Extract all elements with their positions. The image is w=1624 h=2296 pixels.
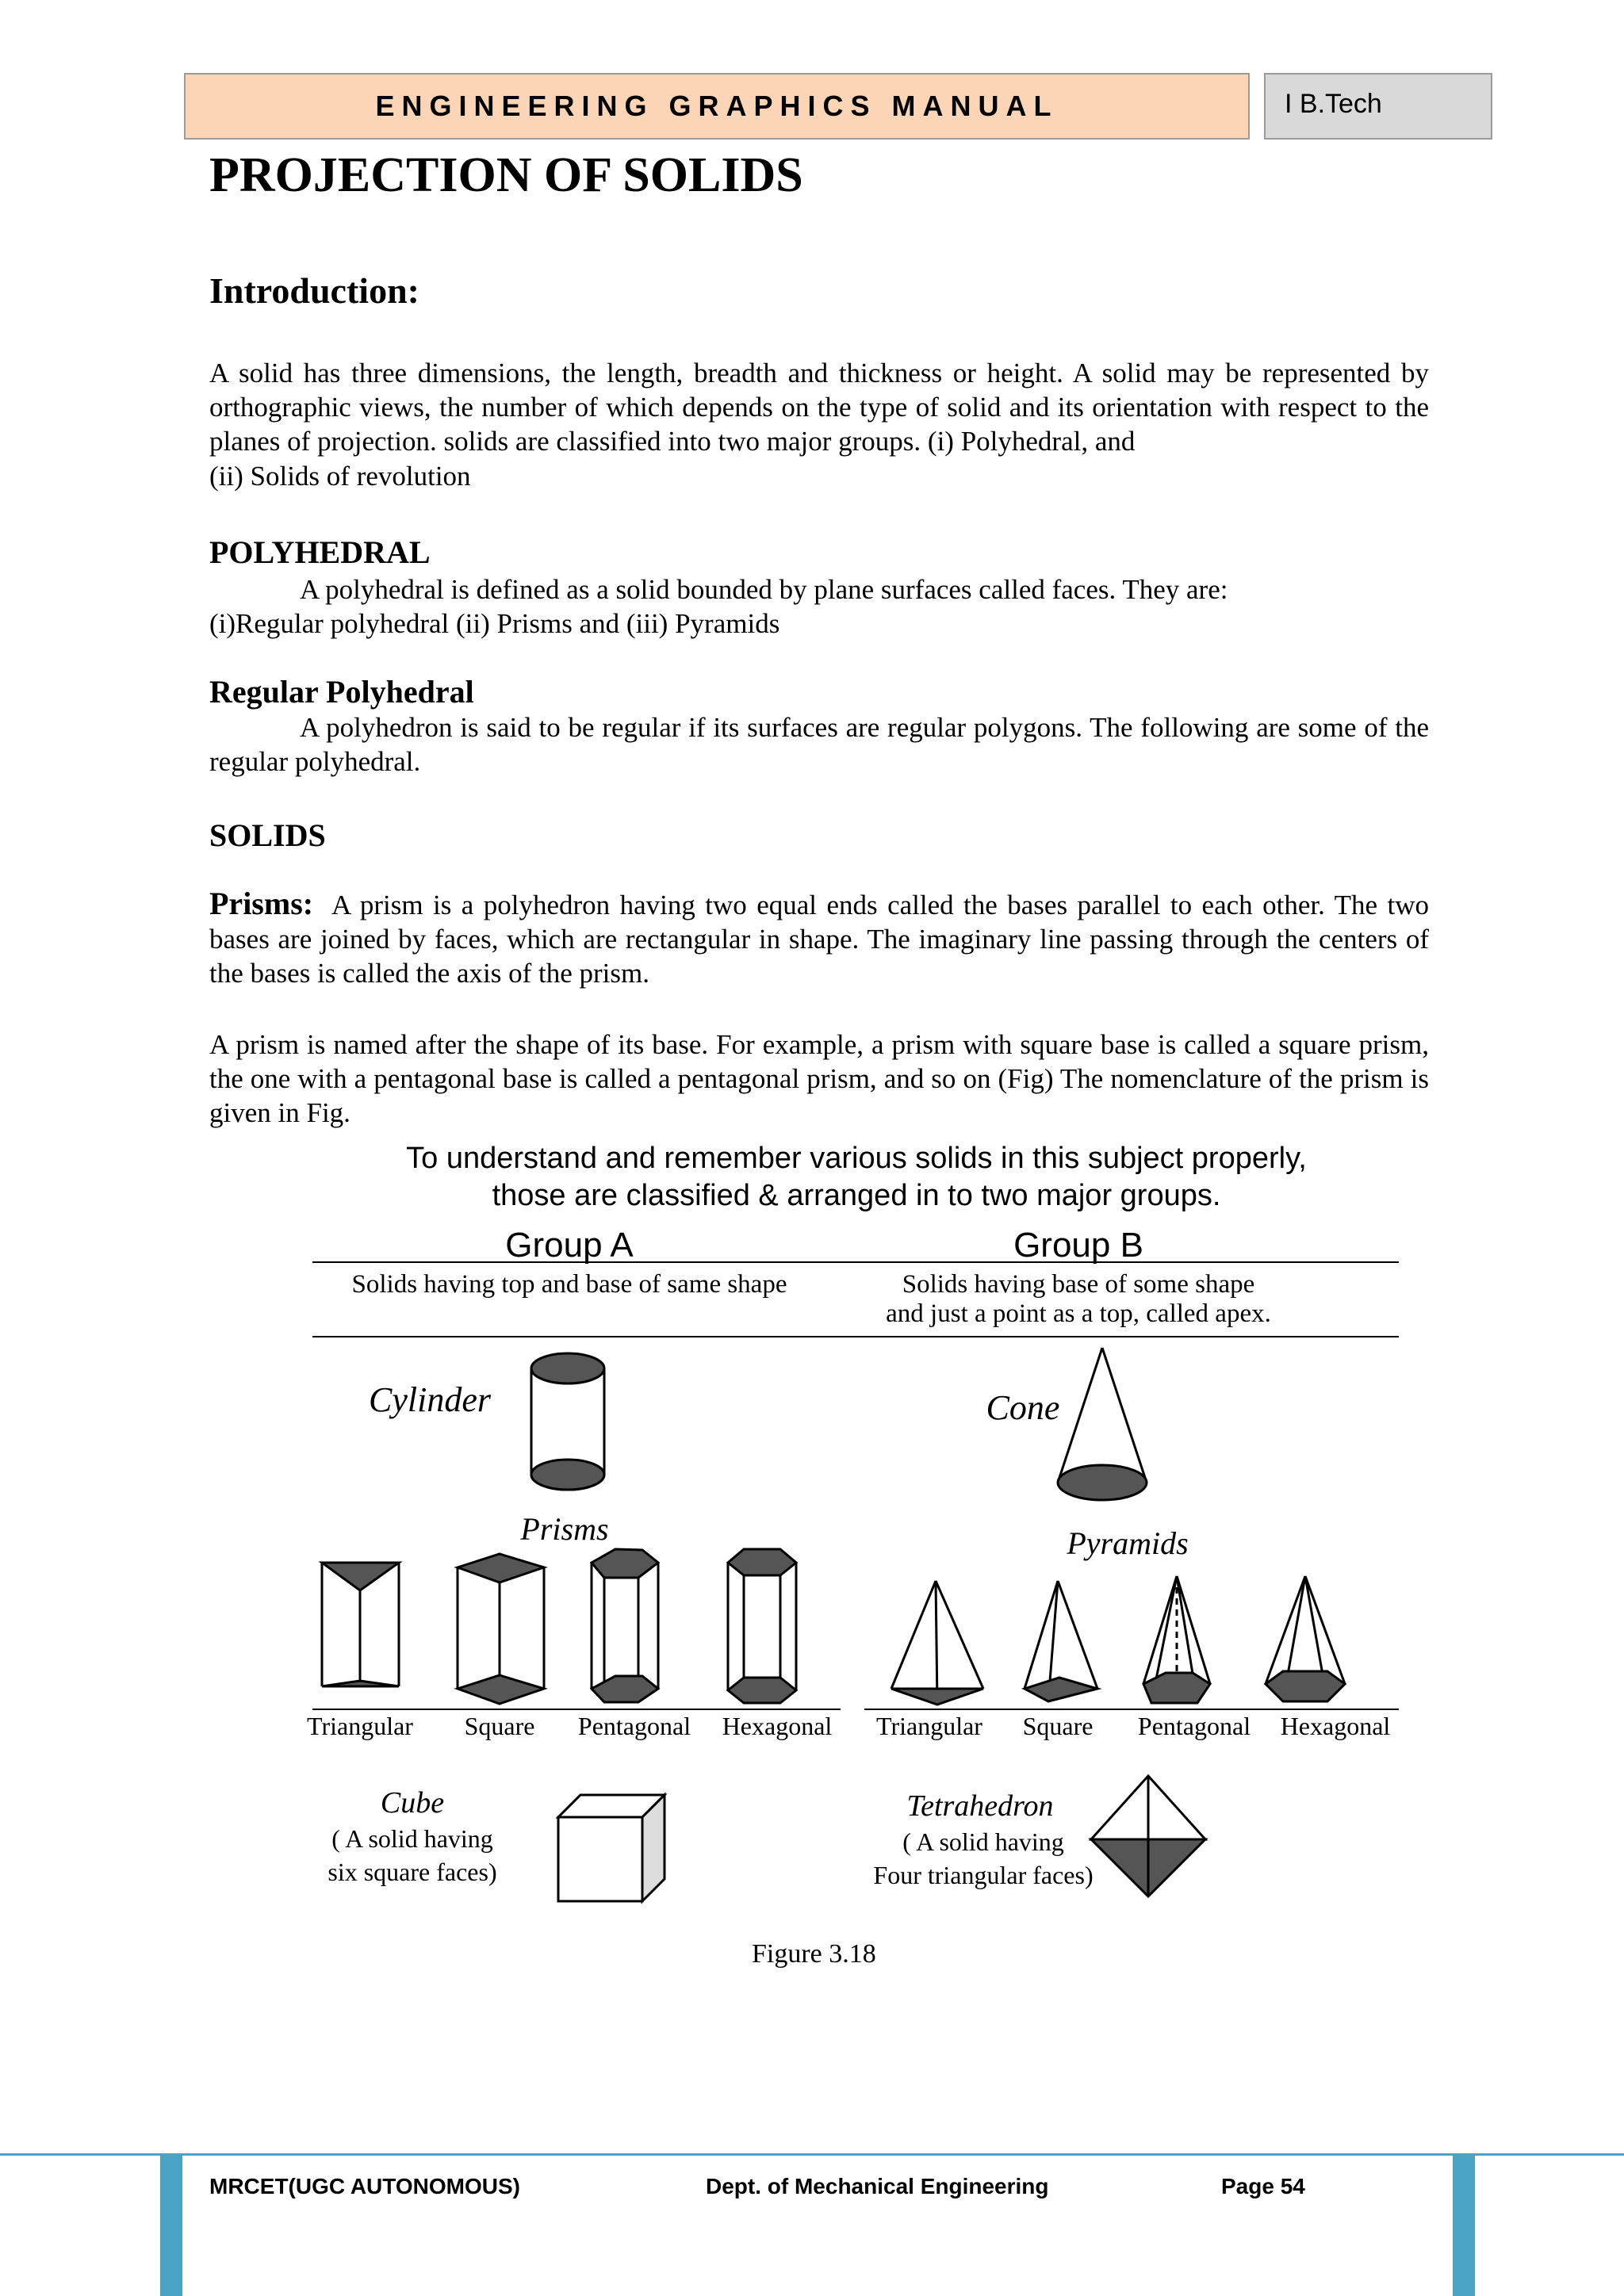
group-b-description-2: and just a point as a top, called apex. — [886, 1299, 1271, 1328]
tetrahedron-shape — [1091, 1776, 1205, 1896]
intro-heading: Introduction: — [209, 270, 419, 311]
polyhedral-paragraph: A polyhedral is defined as a solid bounded by plane surfaces called faces. They are: — [300, 574, 1228, 605]
course-label: I B.Tech — [1285, 89, 1382, 119]
pyramid-type-label: Hexagonal — [1280, 1712, 1391, 1740]
prisms-lead: Prisms: — [209, 886, 314, 921]
hexagonal-prism-shape — [728, 1549, 796, 1703]
cube-description-2: six square faces) — [327, 1858, 497, 1886]
cylinder-shape — [531, 1353, 604, 1490]
polyhedral-paragraph-2: (i)Regular polyhedral (ii) Prisms and (iii) Pyramids — [209, 608, 780, 639]
group-b-title: Group B — [1013, 1226, 1143, 1265]
square-prism-shape — [458, 1554, 544, 1704]
group-a-title: Group A — [505, 1226, 634, 1265]
group-b-description-1: Solids having base of some shape — [902, 1270, 1255, 1299]
triangular-pyramid-shape — [891, 1581, 983, 1705]
group-a-description: Solids having top and base of same shape — [351, 1270, 787, 1299]
tetrahedron-description-1: ( A solid having — [902, 1827, 1064, 1856]
pyramids-group-label: Pyramids — [1067, 1525, 1189, 1561]
solids-classification-figure — [285, 1134, 1427, 1927]
prism-type-label: Triangular — [307, 1712, 413, 1740]
prism-type-label: Pentagonal — [577, 1712, 691, 1740]
tetrahedron-description-2: Four triangular faces) — [873, 1861, 1094, 1889]
footer-page-number: Page 54 — [1221, 2174, 1305, 2198]
cone-label: Cone — [986, 1388, 1060, 1427]
cube-description-1: ( A solid having — [331, 1824, 493, 1853]
prism-naming-paragraph: A prism is named after the shape of its base. For example, a prism with square base is called a square prism, the one with a pentagonal base is called a pentagonal prism, and so on (Fig) The nomenclature of the prism is given in Fig. — [209, 1029, 1429, 1128]
pyramid-type-label: Pentagonal — [1137, 1712, 1251, 1740]
manual-header — [184, 73, 1250, 140]
cube-label: Cube — [380, 1786, 445, 1820]
figure-intro-line2: those are classified & arranged in to two major groups. — [492, 1179, 1221, 1212]
course-box — [1264, 73, 1492, 140]
footer-rule — [0, 2153, 1624, 2156]
figure-intro-line1: To understand and remember various solids in this subject properly, — [406, 1142, 1307, 1175]
regular-heading: Regular Polyhedral — [209, 674, 474, 710]
footer-bar-right — [1453, 2155, 1475, 2296]
regular-paragraph: A polyhedron is said to be regular if its surfaces are regular polygons. The following are some of the regular polyhedral. — [209, 712, 1429, 777]
cone-shape — [1058, 1348, 1147, 1500]
manual-title: ENGINEERING GRAPHICS MANUAL — [375, 90, 1059, 122]
footer-institution: MRCET(UGC AUTONOMOUS) — [209, 2174, 520, 2198]
cylinder-label: Cylinder — [369, 1380, 491, 1419]
figure-caption: Figure 3.18 — [752, 1939, 876, 1969]
prisms-paragraph — [209, 886, 1429, 990]
pyramid-type-label: Triangular — [876, 1712, 982, 1740]
footer-department: Dept. of Mechanical Engineering — [706, 2174, 1049, 2198]
prism-type-label: Hexagonal — [722, 1712, 833, 1740]
intro-paragraph-2: (ii) Solids of revolution — [209, 461, 471, 492]
pentagonal-pyramid-shape — [1143, 1576, 1210, 1703]
prisms-text: A prism is a polyhedron having two equal ends called the bases parallel to each other. The two bases are joined by faces, which are rectangular in shape. The imaginary line passing through the centers of the bases is called the axis of the prism. — [209, 890, 1429, 989]
hexagonal-pyramid-shape — [1266, 1576, 1345, 1701]
cube-shape — [558, 1795, 665, 1901]
triangular-prism-shape — [322, 1563, 399, 1686]
prisms-group-label: Prisms — [520, 1511, 609, 1547]
intro-paragraph: A solid has three dimensions, the length, breadth and thickness or height. A solid may be represented by orthographic views, the number of which depends on the type of solid and its orientation with respect to the planes of projection. solids are classified into two major groups. (i) Polyhedral, and — [209, 358, 1429, 457]
pyramid-type-label: Square — [1022, 1712, 1094, 1740]
tetrahedron-label: Tetrahedron — [906, 1789, 1054, 1823]
polyhedral-heading: POLYHEDRAL — [209, 534, 431, 570]
footer-bar-left — [160, 2155, 182, 2296]
pentagonal-prism-shape — [592, 1549, 658, 1702]
solids-heading: SOLIDS — [209, 817, 326, 853]
square-pyramid-shape — [1025, 1581, 1097, 1701]
page-title: PROJECTION OF SOLIDS — [209, 148, 803, 202]
prism-type-label: Square — [464, 1712, 535, 1740]
